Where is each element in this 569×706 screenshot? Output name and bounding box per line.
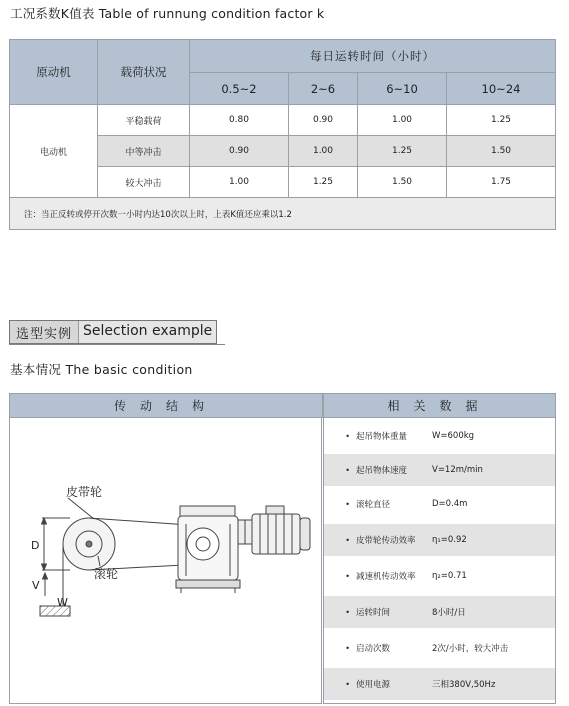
bullet-icon: • xyxy=(345,607,350,617)
heading-underline xyxy=(9,344,225,345)
factor-cell: 1.50 xyxy=(447,136,556,167)
param-name: 皮带轮传动效率 xyxy=(356,536,416,546)
bullet-icon: • xyxy=(345,431,350,441)
param-name: 运转时间 xyxy=(356,608,391,618)
label-w: W xyxy=(57,596,68,609)
factor-cell: 1.25 xyxy=(447,105,556,136)
selection-heading-en: Selection example xyxy=(79,321,216,343)
param-row xyxy=(324,596,555,628)
selection-example-heading xyxy=(9,320,217,344)
label-v: V xyxy=(32,579,40,592)
param-name: 起吊物体速度 xyxy=(356,466,408,476)
param-name: 减速机传动效率 xyxy=(356,572,416,582)
bullet-icon: • xyxy=(345,643,350,653)
factor-cell: 1.25 xyxy=(358,136,447,167)
param-row xyxy=(324,524,555,556)
factor-cell: 1.00 xyxy=(288,136,357,167)
factor-cell: 1.50 xyxy=(358,167,447,198)
factor-cell: 1.00 xyxy=(190,167,289,198)
bullet-icon: • xyxy=(345,535,350,545)
related-data-panel xyxy=(323,418,556,704)
gear-reducer xyxy=(176,506,240,593)
header-hours-range: 0.5~2 xyxy=(190,73,289,105)
prime-mover-cell: 电动机 xyxy=(10,105,98,198)
transmission-structure-header: 传动结构 xyxy=(9,393,323,418)
related-data-header: 相关数据 xyxy=(323,393,556,418)
param-name: 启动次数 xyxy=(356,644,391,654)
transmission-diagram xyxy=(10,418,321,702)
table-note: 注：当正反转或停开次数一小时内达10次以上时，上表K值还应乘以1.2 xyxy=(10,198,556,230)
label-d: D xyxy=(31,539,40,552)
factor-cell: 1.00 xyxy=(358,105,447,136)
param-row xyxy=(324,560,555,592)
param-value: η₁=0.92 xyxy=(432,535,467,545)
param-value: W=600kg xyxy=(432,431,475,441)
bullet-icon: • xyxy=(345,679,350,689)
factor-cell: 0.90 xyxy=(190,136,289,167)
label-belt-wheel: 皮带轮 xyxy=(66,485,103,499)
param-row xyxy=(324,632,555,664)
header-prime-mover: 原动机 xyxy=(10,40,98,105)
header-hours-range: 2~6 xyxy=(288,73,357,105)
load-cell: 平稳载荷 xyxy=(98,105,190,136)
factor-cell: 0.80 xyxy=(190,105,289,136)
header-hours-range: 10~24 xyxy=(447,73,556,105)
electric-motor xyxy=(252,506,310,554)
load-cell: 较大冲击 xyxy=(98,167,190,198)
param-row xyxy=(324,454,555,486)
header-daily-hours: 每日运转时间（小时） xyxy=(190,40,556,73)
transmission-diagram-panel xyxy=(9,418,322,704)
bullet-icon: • xyxy=(345,571,350,581)
param-name: 使用电源 xyxy=(356,680,391,690)
param-value: η₂=0.71 xyxy=(432,571,467,581)
coupling xyxy=(238,520,252,544)
param-name: 滚轮直径 xyxy=(356,500,391,510)
header-load-condition: 载荷状况 xyxy=(98,40,190,105)
param-row xyxy=(324,668,555,700)
selection-heading-cn: 选型实例 xyxy=(10,321,79,343)
basic-condition-title: 基本情况 The basic condition xyxy=(10,362,193,377)
param-value: 8小时/日 xyxy=(432,608,466,618)
drum-hub xyxy=(86,541,92,547)
load-cell: 中等冲击 xyxy=(98,136,190,167)
factor-cell: 1.25 xyxy=(288,167,357,198)
param-value: D=0.4m xyxy=(432,499,468,509)
param-value: 2次/小时，较大冲击 xyxy=(432,644,509,654)
bullet-icon: • xyxy=(345,499,350,509)
factor-cell: 0.90 xyxy=(288,105,357,136)
document-title: 工况系数K值表 Table of runnung condition factor k xyxy=(10,6,325,21)
param-row xyxy=(324,420,555,452)
label-roller: 滚轮 xyxy=(94,567,119,581)
bullet-icon: • xyxy=(345,465,350,475)
param-name: 起吊物体重量 xyxy=(356,432,408,442)
param-row xyxy=(324,488,555,520)
header-hours-range: 6~10 xyxy=(358,73,447,105)
param-value: V=12m/min xyxy=(432,465,483,475)
factor-cell: 1.75 xyxy=(447,167,556,198)
factor-table xyxy=(9,39,556,230)
param-value: 三相380V,50Hz xyxy=(432,680,496,690)
